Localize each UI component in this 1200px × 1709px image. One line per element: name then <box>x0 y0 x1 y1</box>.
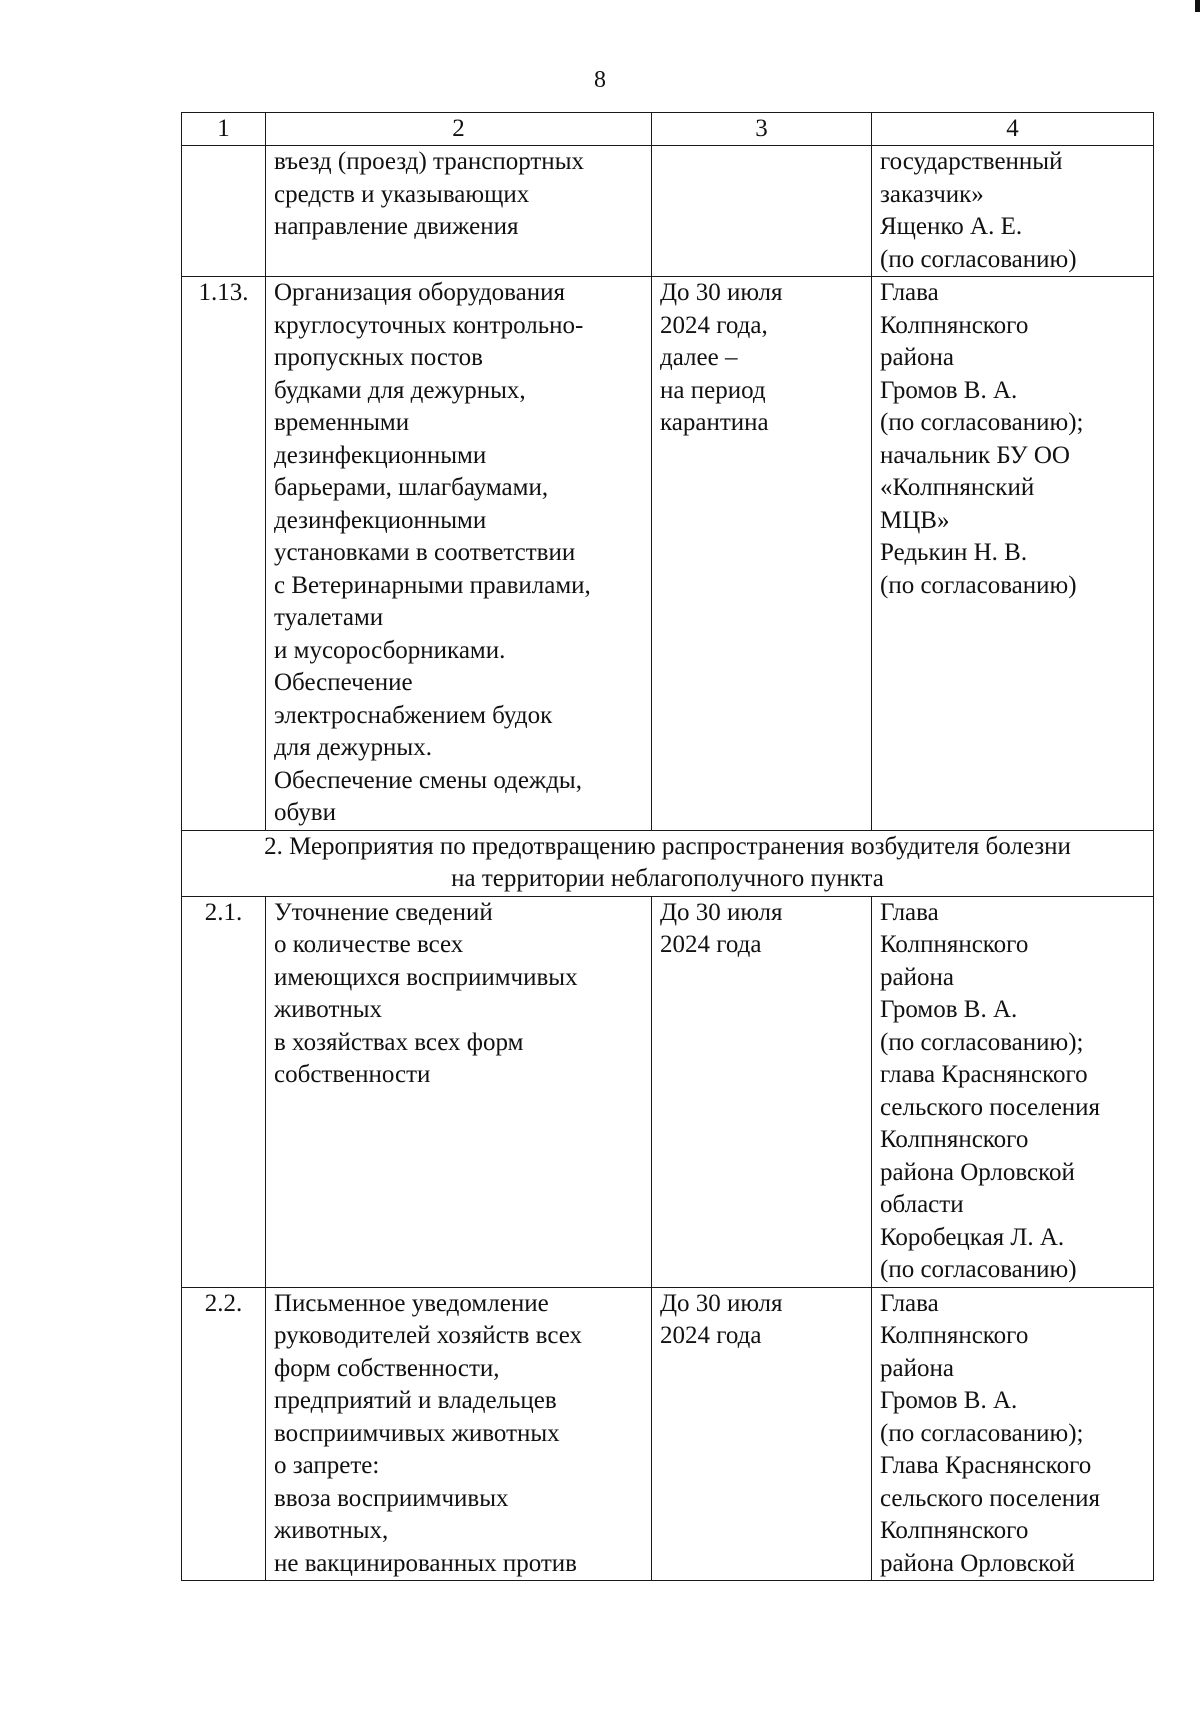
responsible-line: (по согласованию) <box>880 571 1077 599</box>
responsible-line: сельского поселения <box>880 1484 1101 1512</box>
activity-line: въезд (проезд) транспортных <box>274 148 584 175</box>
column-header-2: 2 <box>266 113 652 146</box>
table-row-2-2 <box>182 1287 1154 1581</box>
activity-line: круглосуточных контрольно- <box>274 311 584 339</box>
responsible-line: Глава <box>880 279 939 306</box>
table-row-continuation <box>182 146 1154 277</box>
section-title-line: 2. Мероприятия по предотвращению распространения возбудителя болезни <box>264 832 1071 860</box>
responsible-line: заказчик» <box>880 180 984 208</box>
responsible-line: «Колпнянский <box>880 474 1035 501</box>
activity-line: барьерами, шлагбаумами, <box>274 474 549 501</box>
responsible-line: Глава <box>880 898 939 926</box>
deadline-line: 2024 года <box>660 1322 762 1349</box>
activity-line: Уточнение сведений <box>274 898 493 926</box>
responsible-line: района <box>880 963 954 991</box>
responsible-line: (по согласованию) <box>880 1256 1077 1283</box>
column-header-4: 4 <box>872 113 1154 146</box>
column-header-3: 3 <box>652 113 872 146</box>
responsible-line: Глава <box>880 1289 939 1317</box>
responsible-line: области <box>880 1191 964 1218</box>
activity-line: Обеспечение <box>274 669 413 696</box>
activity-line: временными <box>274 409 410 436</box>
deadline-line: на период <box>660 376 766 404</box>
column-header-1: 1 <box>182 113 266 146</box>
responsible-line: Громов В. А. <box>880 376 1018 404</box>
scan-edge-mark <box>1195 0 1200 12</box>
deadline-line: До 30 июля <box>660 279 783 306</box>
responsible-cell <box>872 277 1154 831</box>
responsible-line: района Орловской <box>880 1549 1075 1577</box>
responsible-line: Громов В. А. <box>880 996 1018 1023</box>
responsible-line: МЦВ» <box>880 506 950 534</box>
activity-line: Обеспечение смены одежды, <box>274 766 582 794</box>
activity-line: пропускных постов <box>274 344 483 371</box>
activity-cell <box>266 277 652 831</box>
activity-line: дезинфекционными <box>274 506 487 534</box>
deadline-line: далее – <box>660 344 738 371</box>
activity-line: не вакцинированных против <box>274 1549 577 1577</box>
responsible-cell <box>872 1287 1154 1581</box>
activity-line: дезинфекционными <box>274 441 487 469</box>
activity-line: о запрете: <box>274 1452 380 1479</box>
responsible-line: Колпнянского <box>880 1322 1029 1349</box>
deadline-line: 2024 года, <box>660 311 768 339</box>
responsible-line: Глава Краснянского <box>880 1452 1092 1479</box>
responsible-line: района <box>880 344 954 371</box>
activity-line: в хозяйствах всех форм <box>274 1028 524 1056</box>
responsible-line: Колпнянского <box>880 1126 1029 1153</box>
table-row-1-13 <box>182 277 1154 831</box>
activity-line: форм собственности, <box>274 1354 500 1382</box>
activity-line: животных <box>274 996 383 1023</box>
activity-line: установками в соответствии <box>274 539 576 566</box>
activity-line: будками для дежурных, <box>274 376 526 404</box>
deadline-line: карантина <box>660 409 769 436</box>
activity-line: имеющихся восприимчивых <box>274 963 578 991</box>
deadline-cell <box>652 146 872 277</box>
responsible-line: Громов В. А. <box>880 1387 1018 1414</box>
row-number-cell: 2.2. <box>182 1287 266 1581</box>
responsible-line: района <box>880 1354 954 1382</box>
deadline-line: До 30 июля <box>660 1289 783 1317</box>
responsible-line: Ященко А. Е. <box>880 213 1023 240</box>
responsible-line: Колпнянского <box>880 931 1029 958</box>
deadline-line: До 30 июля <box>660 898 783 926</box>
deadline-line: 2024 года <box>660 931 762 958</box>
activity-line: животных, <box>274 1517 389 1544</box>
responsible-line: Колпнянского <box>880 1517 1029 1544</box>
responsible-line: сельского поселения <box>880 1093 1101 1121</box>
section-heading-row <box>182 830 1154 896</box>
table-header-row <box>182 113 1154 146</box>
responsible-cell <box>872 896 1154 1287</box>
responsible-cell <box>872 146 1154 277</box>
page-number: 8 <box>594 67 606 93</box>
section-2-heading <box>182 830 1154 896</box>
responsible-line: начальник БУ ОО <box>880 441 1070 469</box>
activity-line: восприимчивых животных <box>274 1419 560 1447</box>
responsible-line: (по согласованию); <box>880 409 1084 436</box>
responsible-line: Колпнянского <box>880 311 1029 339</box>
activity-line: Письменное уведомление <box>274 1289 549 1317</box>
activity-line: руководителей хозяйств всех <box>274 1322 582 1349</box>
responsible-line: Коробецкая Л. А. <box>880 1223 1065 1251</box>
activity-cell <box>266 1287 652 1581</box>
activity-cell <box>266 146 652 277</box>
activity-line: обуви <box>274 799 336 826</box>
responsible-line: государственный <box>880 148 1063 175</box>
activity-cell <box>266 896 652 1287</box>
responsible-line: (по согласованию); <box>880 1419 1084 1447</box>
activity-line: Организация оборудования <box>274 279 566 306</box>
row-number-cell <box>182 146 266 277</box>
deadline-cell <box>652 896 872 1287</box>
row-number-cell: 2.1. <box>182 896 266 1287</box>
activity-line: для дежурных. <box>274 734 432 761</box>
activity-line: собственности <box>274 1061 431 1088</box>
activity-line: электроснабжением будок <box>274 701 553 729</box>
activity-line: с Ветеринарными правилами, <box>274 571 591 599</box>
measures-table <box>181 112 1154 1581</box>
responsible-line: района Орловской <box>880 1158 1075 1186</box>
section-title-line: на территории неблагополучного пункта <box>451 865 884 892</box>
responsible-line: глава Краснянского <box>880 1061 1088 1088</box>
activity-line: средств и указывающих <box>274 180 530 208</box>
row-number-cell: 1.13. <box>182 277 266 831</box>
responsible-line: (по согласованию); <box>880 1028 1084 1056</box>
activity-line: предприятий и владельцев <box>274 1387 557 1414</box>
deadline-cell <box>652 1287 872 1581</box>
responsible-line: Редькин Н. В. <box>880 539 1028 566</box>
activity-line: направление движения <box>274 213 519 240</box>
activity-line: о количестве всех <box>274 931 464 958</box>
activity-line: туалетами <box>274 604 384 631</box>
table-row-2-1 <box>182 896 1154 1287</box>
activity-line: ввоза восприимчивых <box>274 1484 509 1512</box>
deadline-cell <box>652 277 872 831</box>
responsible-line: (по согласованию) <box>880 245 1077 273</box>
activity-line: и мусоросборниками. <box>274 636 506 664</box>
